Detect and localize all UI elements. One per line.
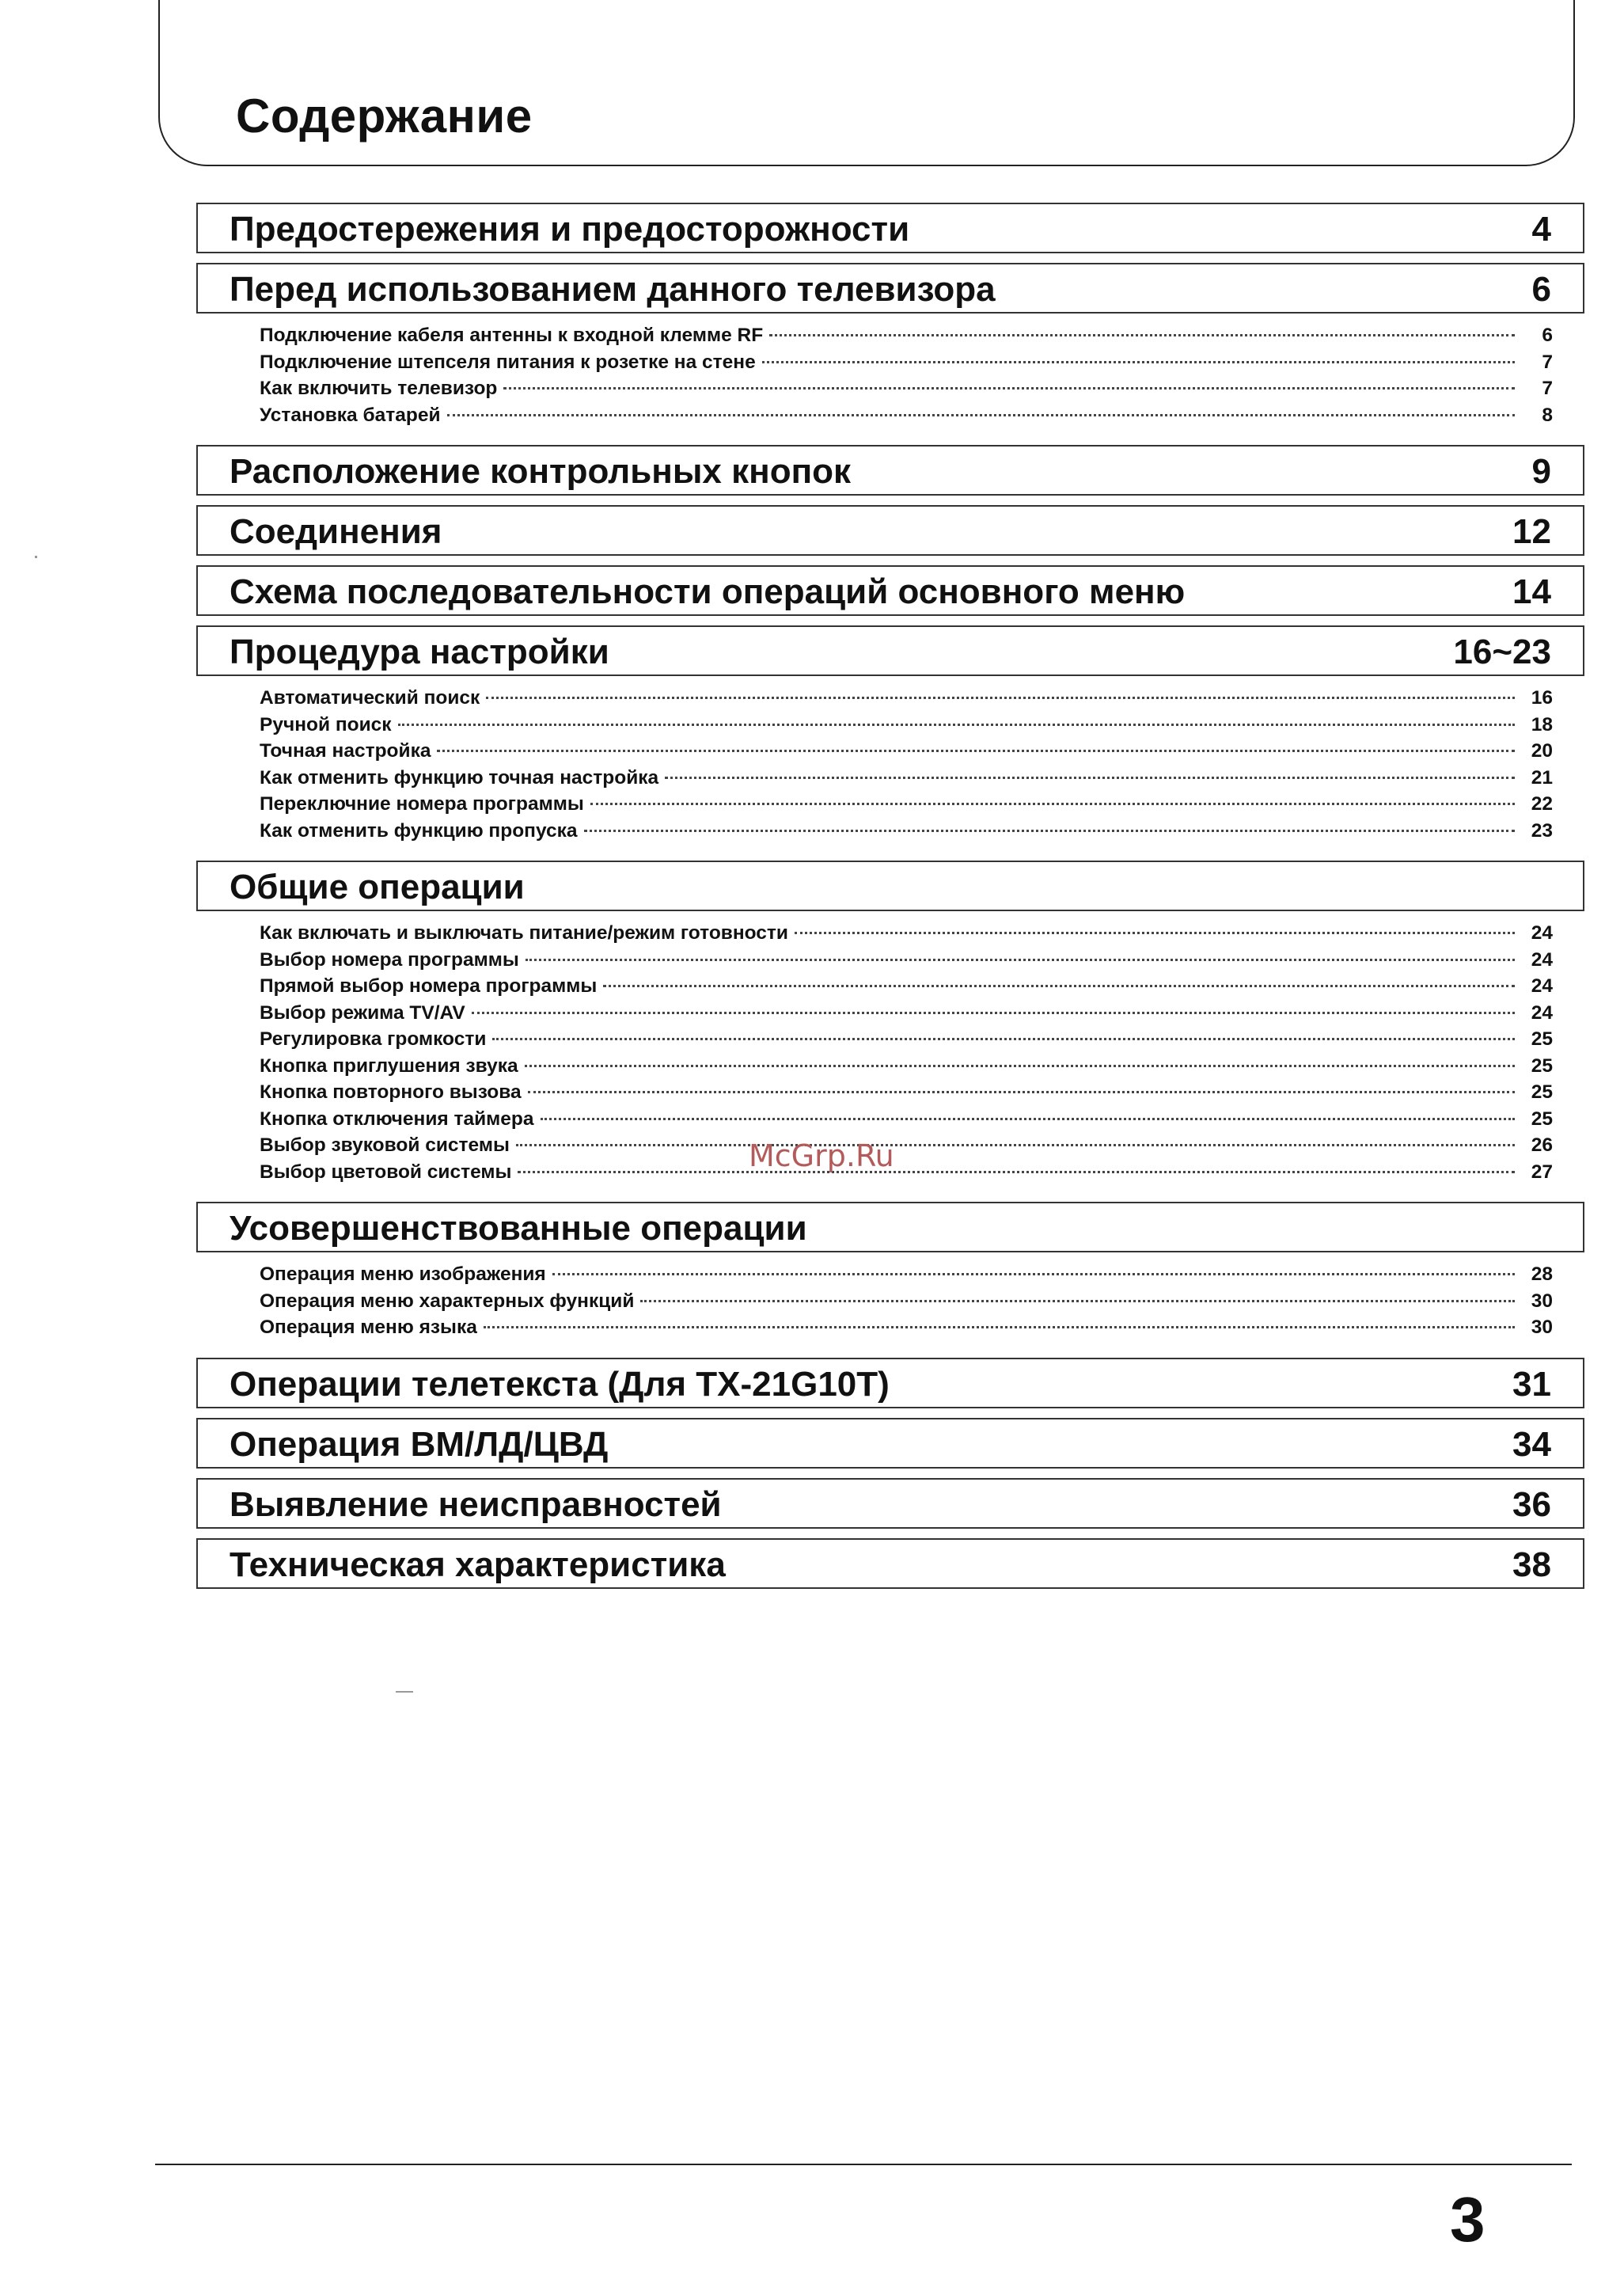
toc-section-page: 6: [1531, 270, 1551, 309]
toc-section-header: [196, 861, 1584, 911]
toc-subsection-entry: [260, 740, 1584, 767]
toc-section-header: [196, 565, 1584, 616]
toc-subsection-title: Как включить телевизор: [260, 378, 498, 399]
dot-leader: [528, 1090, 1515, 1093]
dot-leader: [516, 1143, 1515, 1146]
toc-subsection-title: Установка батарей: [260, 404, 441, 426]
dot-leader: [398, 723, 1515, 726]
toc-section-title: Выявление неисправностей: [230, 1484, 722, 1524]
toc-subsection-title: Ручной поиск: [260, 713, 392, 735]
toc-section-page: 12: [1512, 512, 1551, 551]
dot-leader: [665, 776, 1515, 779]
toc-subsection-page: 6: [1542, 325, 1553, 346]
toc-subsection-entry: [260, 1028, 1584, 1055]
toc-subsection-title: Как включать и выключать питание/режим готовности: [260, 922, 788, 944]
toc-section-page: 36: [1512, 1484, 1551, 1524]
toc-subsection-entry: [260, 1081, 1584, 1108]
page-number: 3: [1450, 2184, 1486, 2255]
toc-section-header: [196, 445, 1584, 496]
watermark: McGrp.Ru: [749, 1138, 894, 1173]
toc-subsection-title: Выбор номера программы: [260, 948, 519, 971]
toc-subsection-entry: [260, 1002, 1584, 1029]
toc-subsection-page: 27: [1531, 1161, 1553, 1183]
dot-leader: [447, 413, 1515, 416]
toc-subsection-title: Операция меню изображения: [260, 1264, 546, 1285]
toc-subsection-entry: [260, 1317, 1584, 1343]
toc-subsection-page: 26: [1531, 1134, 1553, 1156]
table-of-contents: [196, 203, 1584, 1598]
dot-leader: [503, 386, 1515, 390]
toc-subsection-page: 25: [1531, 1081, 1553, 1103]
dot-leader: [769, 333, 1515, 336]
toc-subsection-entry: [260, 1264, 1584, 1290]
toc-section-page: 9: [1531, 452, 1551, 491]
toc-section-title: Усовершенствованные операции: [230, 1209, 807, 1248]
toc-subsection-page: 28: [1531, 1264, 1553, 1285]
toc-subsection-title: Кнопка отключения таймера: [260, 1108, 534, 1130]
toc-subsection-entry: [260, 687, 1584, 714]
dot-leader: [762, 360, 1515, 363]
toc-section-title: Общие операции: [230, 868, 525, 906]
dot-leader: [541, 1117, 1515, 1120]
dot-leader: [518, 1170, 1515, 1173]
toc-section-header: [196, 203, 1584, 253]
toc-subsection-entry: [260, 1161, 1584, 1188]
toc-subsection-page: 7: [1542, 351, 1553, 373]
toc-subsection-page: 25: [1531, 1054, 1553, 1077]
toc-subsection-entry: [260, 820, 1584, 847]
dot-leader: [590, 802, 1515, 805]
toc-subsection-page: 20: [1531, 740, 1553, 762]
toc-section-title: Операции телетекста (Для TX-21G10T): [230, 1364, 890, 1404]
scan-mark: [35, 556, 37, 558]
toc-subsection-list: [196, 1262, 1584, 1343]
toc-subsection-page: 24: [1531, 948, 1553, 971]
toc-section-header: [196, 1358, 1584, 1408]
toc-subsection-list: [196, 323, 1584, 431]
toc-subsection-entry: [260, 922, 1584, 949]
toc-subsection-page: 30: [1531, 1317, 1553, 1338]
toc-subsection-page: 23: [1531, 819, 1553, 842]
dot-leader: [484, 1325, 1515, 1328]
toc-section-header: [196, 1538, 1584, 1589]
toc-subsection-title: Как отменить функцию пропуска: [260, 819, 578, 842]
toc-subsection-title: Выбор цветовой системы: [260, 1161, 512, 1183]
toc-section-header: [196, 263, 1584, 314]
footer-rule: [155, 2164, 1572, 2165]
scan-mark: [396, 1691, 413, 1693]
toc-subsection-title: Регулировка громкости: [260, 1028, 487, 1050]
dot-leader: [584, 829, 1516, 832]
toc-subsection-entry: [260, 325, 1584, 352]
toc-subsection-title: Переключние номера программы: [260, 793, 584, 815]
toc-subsection-entry: [260, 793, 1584, 820]
toc-section-title: Предостережения и предосторожности: [230, 210, 910, 249]
dot-leader: [526, 958, 1515, 961]
toc-subsection-page: 22: [1531, 793, 1553, 815]
toc-section-page: 34: [1512, 1424, 1551, 1464]
toc-section-title: Схема последовательности операций основного меню: [230, 572, 1186, 611]
toc-subsection-page: 24: [1531, 1001, 1553, 1024]
toc-subsection-page: 7: [1542, 378, 1553, 399]
toc-section-page: 4: [1531, 210, 1551, 249]
toc-subsection-title: Кнопка приглушения звука: [260, 1054, 518, 1077]
dot-leader: [486, 696, 1515, 699]
toc-subsection-title: Выбор режима TV/AV: [260, 1001, 465, 1024]
toc-section-title: Операция ВМ/ЛД/ЦВД: [230, 1424, 609, 1464]
toc-section-page: 16~23: [1453, 633, 1551, 671]
toc-section-page: 31: [1512, 1364, 1551, 1404]
toc-subsection-title: Как отменить функцию точная настройка: [260, 766, 659, 788]
dot-leader: [603, 984, 1515, 987]
dot-leader: [640, 1299, 1515, 1302]
toc-subsection-entry: [260, 1290, 1584, 1317]
toc-subsection-page: 30: [1531, 1290, 1553, 1312]
toc-subsection-entry: [260, 714, 1584, 741]
dot-leader: [552, 1272, 1515, 1275]
toc-section-page: 38: [1512, 1545, 1551, 1584]
toc-subsection-page: 21: [1531, 766, 1553, 788]
toc-subsection-title: Подключение штепселя питания к розетке на стене: [260, 351, 756, 373]
toc-section-title: Соединения: [230, 512, 442, 551]
dot-leader: [437, 749, 1515, 752]
toc-section-title: Расположение контрольных кнопок: [230, 452, 852, 491]
toc-subsection-entry: [260, 1055, 1584, 1082]
toc-subsection-title: Прямой выбор номера программы: [260, 975, 598, 997]
toc-subsection-title: Выбор звуковой системы: [260, 1134, 510, 1156]
toc-section-title: Техническая характеристика: [230, 1545, 726, 1584]
toc-subsection-entry: [260, 1134, 1584, 1161]
toc-subsection-page: 24: [1531, 922, 1553, 944]
toc-subsection-page: 16: [1531, 687, 1553, 709]
toc-section-header: [196, 625, 1584, 676]
toc-section-page: 14: [1512, 572, 1551, 611]
toc-section-title: Перед использованием данного телевизора: [230, 270, 996, 309]
toc-subsection-title: Подключение кабеля антенны к входной клемме RF: [260, 325, 764, 346]
toc-subsection-title: Точная настройка: [260, 740, 431, 762]
toc-subsection-entry: [260, 975, 1584, 1002]
toc-section-header: [196, 505, 1584, 556]
toc-subsection-entry: [260, 352, 1584, 378]
toc-section-header: [196, 1478, 1584, 1529]
toc-subsection-title: Операция меню языка: [260, 1317, 477, 1338]
toc-section-header: [196, 1418, 1584, 1469]
toc-subsection-title: Автоматический поиск: [260, 687, 480, 709]
page-title: Содержание: [236, 89, 533, 142]
dot-leader: [492, 1037, 1515, 1040]
toc-subsection-title: Операция меню характерных функций: [260, 1290, 635, 1312]
dot-leader: [525, 1064, 1515, 1067]
toc-subsection-page: 24: [1531, 975, 1553, 997]
toc-subsection-entry: [260, 1108, 1584, 1135]
toc-subsection-list: [196, 686, 1584, 846]
toc-section-header: [196, 1202, 1584, 1252]
toc-subsection-page: 18: [1531, 713, 1553, 735]
toc-subsection-title: Кнопка повторного вызова: [260, 1081, 522, 1103]
toc-subsection-page: 8: [1542, 404, 1553, 426]
toc-subsection-entry: [260, 949, 1584, 976]
dot-leader: [795, 931, 1515, 934]
toc-subsection-page: 25: [1531, 1028, 1553, 1050]
toc-subsection-page: 25: [1531, 1108, 1553, 1130]
toc-subsection-entry: [260, 405, 1584, 431]
dot-leader: [472, 1011, 1515, 1014]
toc-subsection-entry: [260, 378, 1584, 405]
toc-section-title: Процедура настройки: [230, 633, 609, 671]
toc-subsection-entry: [260, 767, 1584, 794]
